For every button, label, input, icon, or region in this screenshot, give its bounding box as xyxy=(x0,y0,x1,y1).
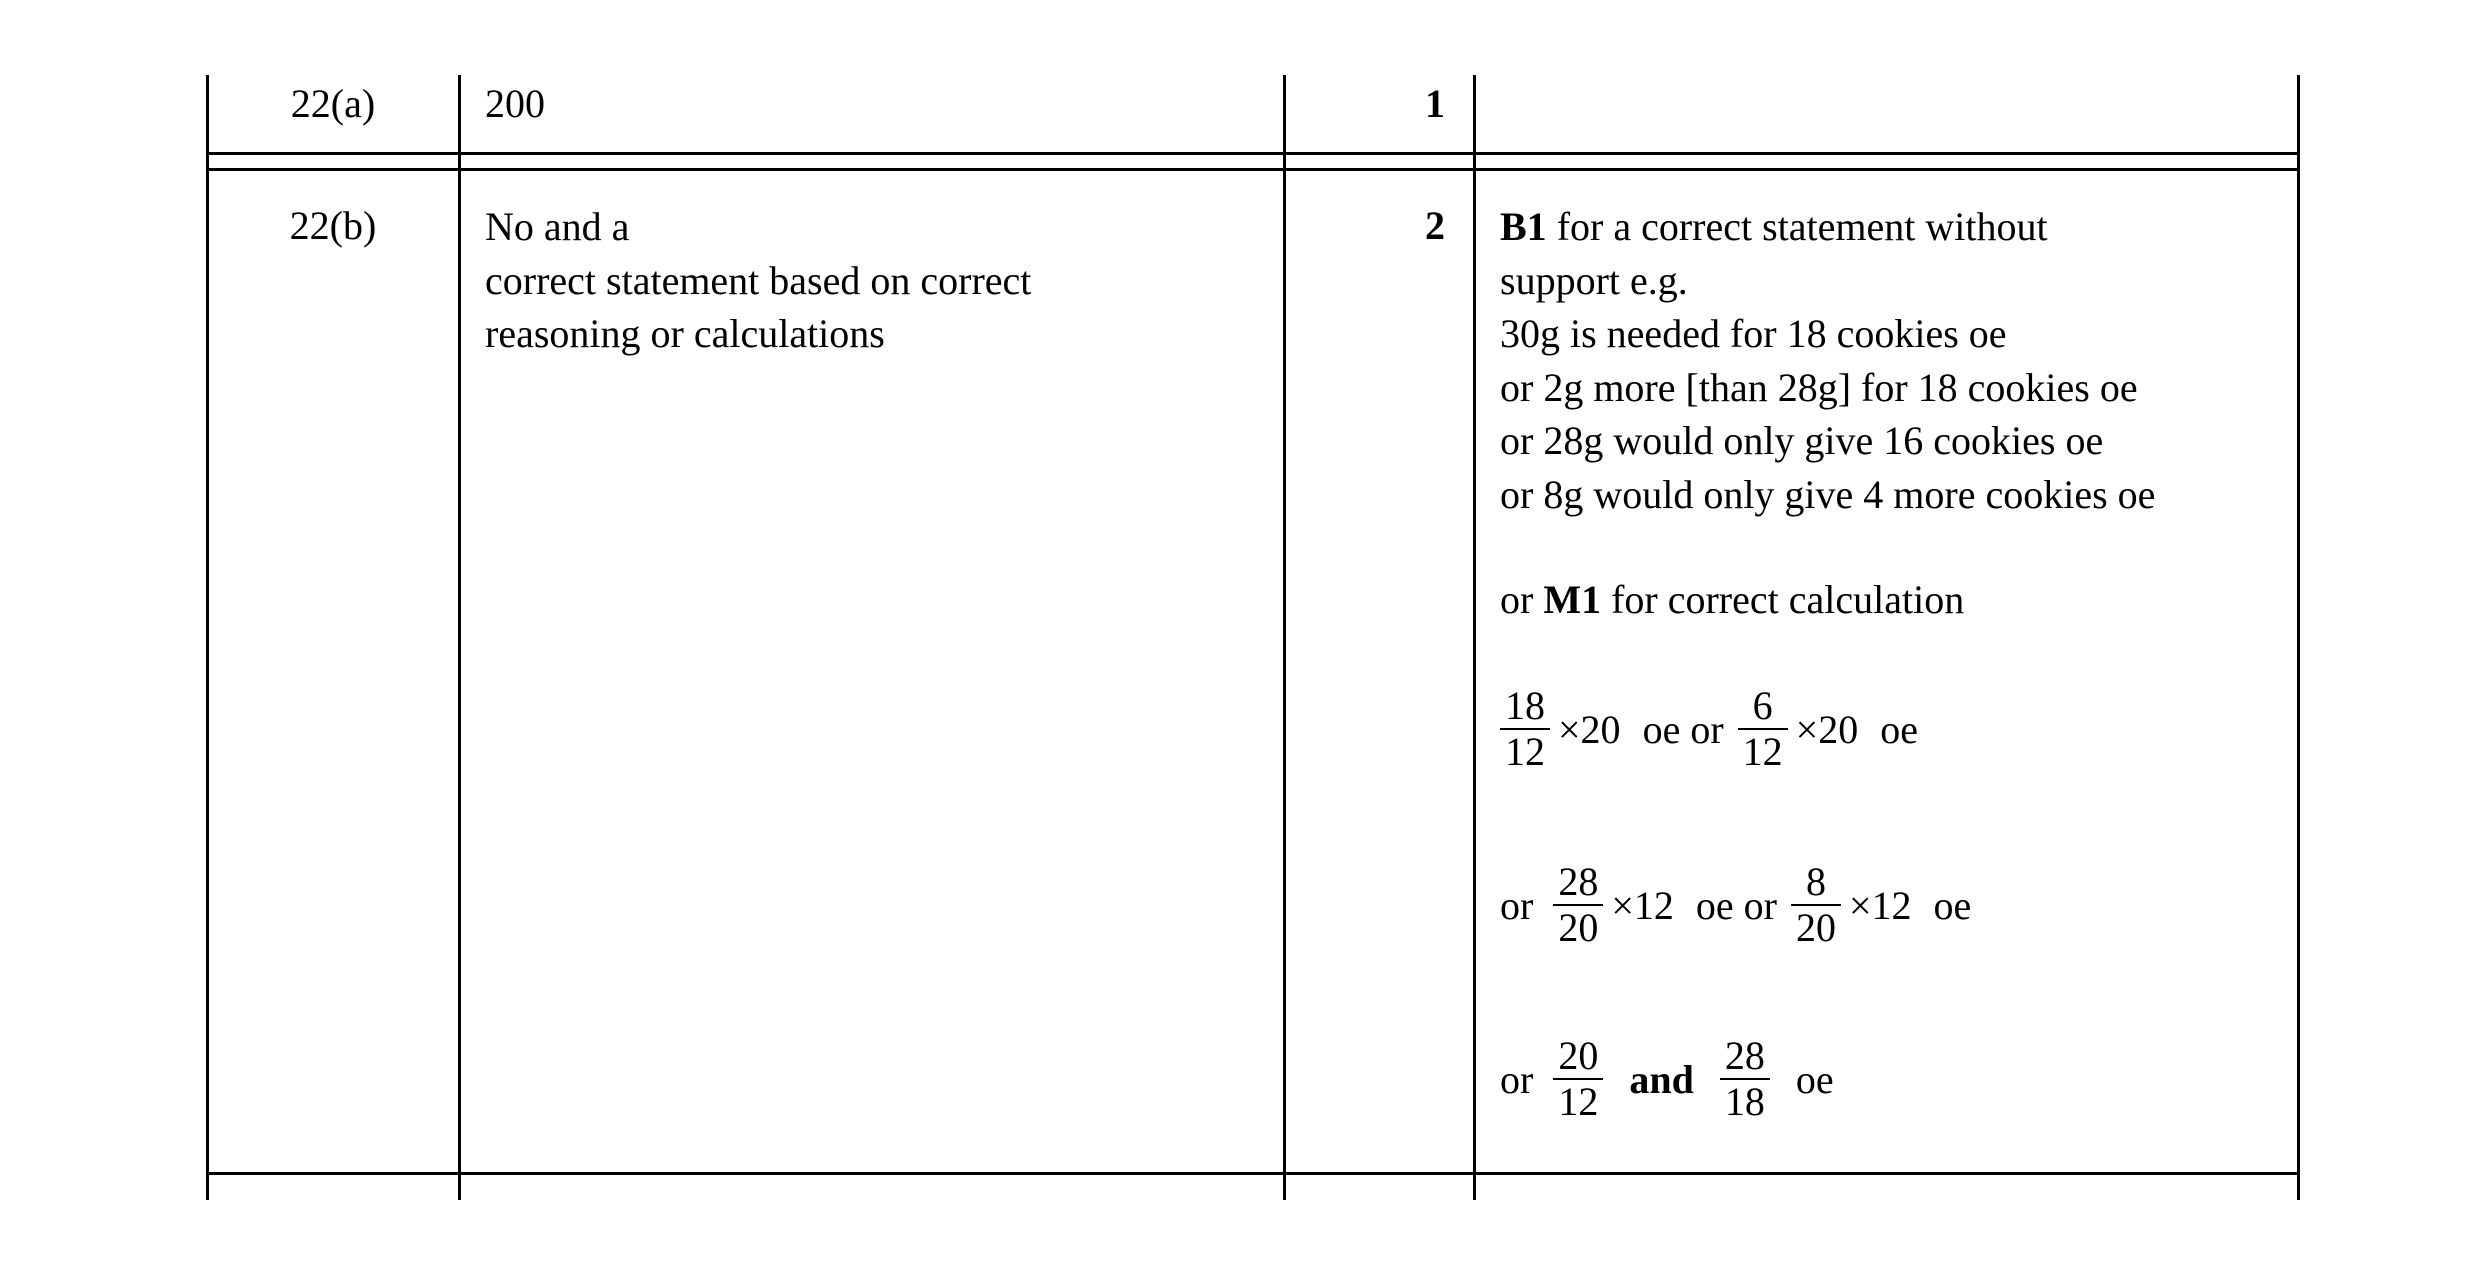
answer-line: correct statement based on correct xyxy=(485,257,1032,303)
fraction xyxy=(1720,1034,1770,1124)
denominator: 12 xyxy=(1505,729,1545,774)
fraction xyxy=(1500,684,1550,774)
answer-text: 200 xyxy=(485,81,545,126)
connector-text: or xyxy=(1500,882,1534,928)
numerator: 6 xyxy=(1752,683,1773,728)
table-right-border xyxy=(2297,75,2300,1200)
guidance-line-text: for a correct statement without xyxy=(1546,204,2048,249)
operator-text: ×20 xyxy=(1795,706,1859,752)
connector-text: oe or xyxy=(1642,706,1724,752)
numerator: 28 xyxy=(1558,859,1599,904)
connector-text: oe xyxy=(1933,882,1972,928)
connector-text: and xyxy=(1629,1056,1694,1102)
numerator: 8 xyxy=(1805,859,1826,904)
mark-code: M1 xyxy=(1543,577,1602,622)
fraction xyxy=(1553,860,1603,950)
question-number: 22(b) xyxy=(289,203,377,248)
connector-text: oe or xyxy=(1695,882,1777,928)
answer-text xyxy=(485,200,1031,361)
question-number: 22(a) xyxy=(290,81,376,126)
guidance-line: or 28g would only give 16 cookies oe xyxy=(1500,418,2104,463)
marks-value: 2 xyxy=(1425,203,1445,248)
row-separator-top xyxy=(206,152,2300,155)
calculation-line xyxy=(1500,1034,1840,1124)
answer-line: No and a xyxy=(485,204,630,249)
marks-value: 1 xyxy=(1425,81,1445,126)
fraction xyxy=(1738,684,1788,774)
numerator: 18 xyxy=(1505,683,1545,728)
guidance-line: support e.g. xyxy=(1500,257,1688,303)
connector-text: oe xyxy=(1795,1056,1834,1102)
guidance-line: or 8g would only give 4 more cookies oe xyxy=(1500,471,2156,517)
denominator: 12 xyxy=(1742,729,1783,774)
denominator: 18 xyxy=(1724,1079,1765,1124)
connector-text: or xyxy=(1500,1056,1534,1102)
fraction xyxy=(1553,1034,1603,1124)
denominator: 20 xyxy=(1558,905,1599,950)
calculation-line xyxy=(1500,684,1924,774)
operator-text: ×12 xyxy=(1848,882,1912,928)
denominator: 12 xyxy=(1558,1079,1599,1124)
answer-column-divider xyxy=(1283,75,1286,1200)
calculation-line xyxy=(1500,860,1977,950)
alt-method-line xyxy=(1500,574,1964,626)
row-separator-bottom xyxy=(206,168,2300,171)
numerator: 20 xyxy=(1558,1033,1599,1078)
operator-text: ×12 xyxy=(1611,882,1674,928)
table-bottom-border xyxy=(206,1172,2300,1175)
mark-code: B1 xyxy=(1500,204,1547,249)
fraction xyxy=(1791,860,1841,950)
answer-line: reasoning or calculations xyxy=(485,311,885,356)
guidance-text xyxy=(1500,200,2155,521)
numerator: 28 xyxy=(1724,1033,1765,1078)
denominator: 20 xyxy=(1795,905,1836,950)
alt-method-prefix: or xyxy=(1500,577,1544,622)
alt-method-text: for correct calculation xyxy=(1601,577,1965,622)
guidance-line: 30g is needed for 18 cookies oe xyxy=(1500,311,2007,356)
operator-text: ×20 xyxy=(1558,706,1621,752)
guidance-line xyxy=(1500,200,2155,254)
marks-column-divider xyxy=(1473,75,1476,1200)
guidance-line: or 2g more [than 28g] for 18 cookies oe xyxy=(1500,364,2138,410)
connector-text: oe xyxy=(1880,706,1918,752)
question-column-divider xyxy=(458,75,461,1200)
